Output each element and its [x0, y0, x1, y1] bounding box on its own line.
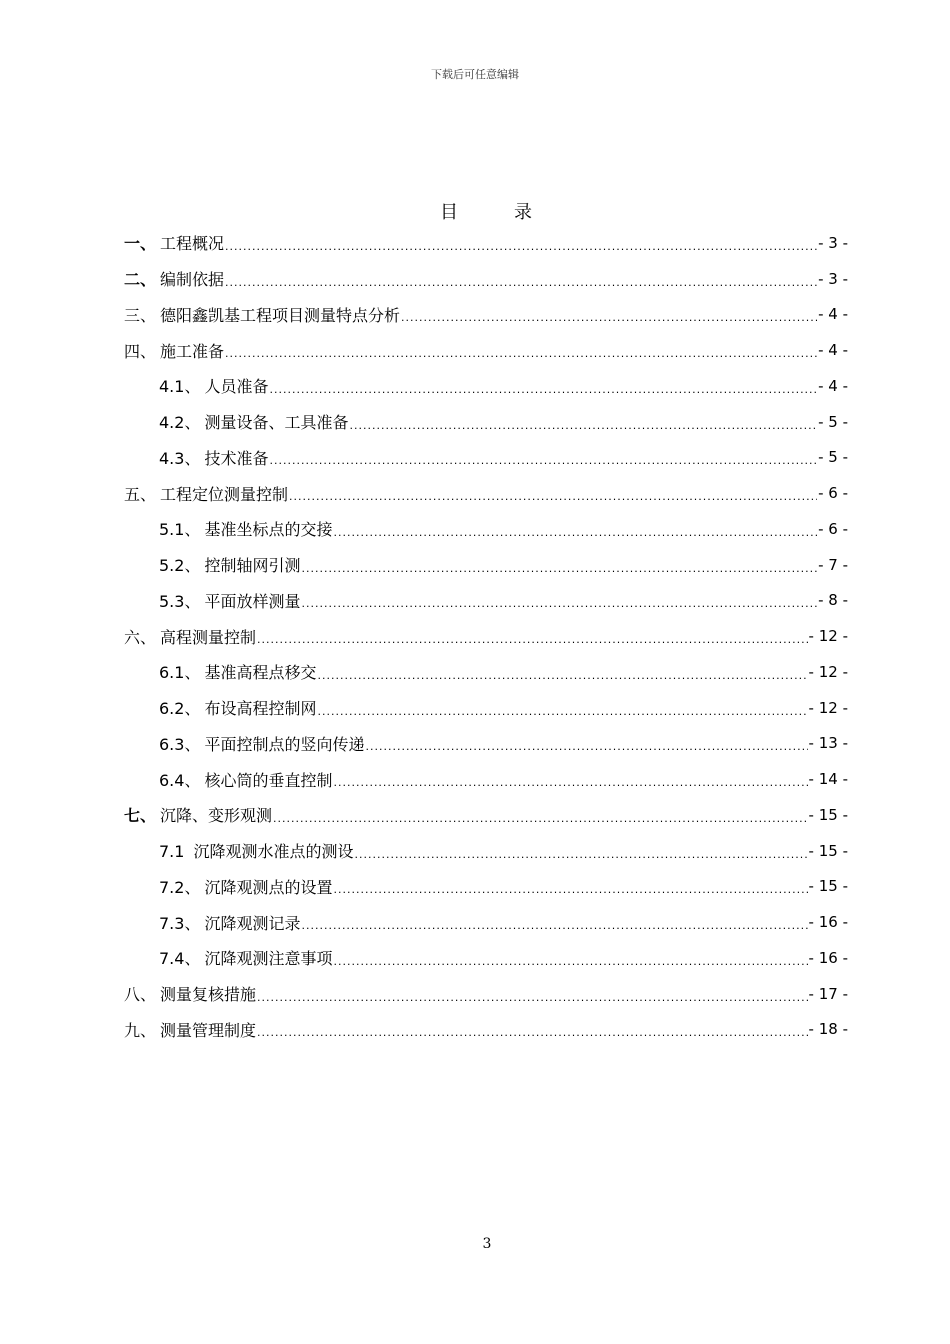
toc-entry-label — [159, 446, 268, 469]
toc-entry[interactable] — [124, 368, 848, 404]
toc-entry-page: - 12 - — [808, 662, 848, 681]
toc-entry-text: 平面放样测量 — [204, 591, 301, 611]
toc-entry-text: 沉降观测注意事项 — [204, 949, 333, 969]
toc-entry-number: 6.3、 — [159, 734, 201, 754]
toc-entry-page: - 7 - — [818, 555, 848, 574]
toc-entry-text: 基准坐标点的交接 — [204, 520, 333, 540]
toc-entry-page: - 14 - — [808, 770, 848, 789]
toc-entry[interactable] — [124, 511, 848, 547]
toc-entry-page: - 15 - — [808, 805, 848, 824]
toc-entry-number: 九、 — [124, 1020, 157, 1040]
toc-entry-label — [159, 410, 348, 433]
toc-entry-text: 测量设备、工具准备 — [204, 413, 349, 433]
toc-entry-label — [124, 339, 224, 362]
toc-entry-text: 工程定位测量控制 — [160, 484, 289, 504]
toc-dot-leader — [317, 669, 807, 683]
toc-entry-number: 5.2、 — [159, 556, 201, 576]
toc-dot-leader — [301, 919, 807, 933]
toc-entry-number: 八、 — [124, 985, 157, 1005]
toc-entry-label — [124, 231, 224, 254]
toc-entry[interactable] — [124, 833, 848, 869]
toc-entry[interactable] — [124, 726, 848, 762]
toc-dot-leader — [273, 812, 808, 826]
toc-entry-text: 高程测量控制 — [160, 627, 257, 647]
toc-dot-leader — [333, 776, 807, 790]
toc-entry-page: - 18 - — [808, 1020, 848, 1039]
toc-entry[interactable] — [124, 690, 848, 726]
toc-entry-number: 6.1、 — [159, 663, 201, 683]
toc-entry-text: 工程概况 — [160, 234, 225, 254]
toc-entry-label — [159, 875, 332, 898]
toc-entry-text: 测量复核措施 — [160, 985, 257, 1005]
toc-dot-leader — [401, 311, 817, 325]
toc-dot-leader — [269, 383, 817, 397]
toc-dot-leader — [301, 562, 817, 576]
toc-entry-label — [124, 267, 224, 290]
toc-entry-text: 核心筒的垂直控制 — [204, 770, 333, 790]
toc-entry-text: 编制依据 — [160, 270, 225, 290]
toc-entry-label — [159, 660, 316, 683]
toc-dot-leader — [225, 240, 817, 254]
toc-entry-number: 5.1、 — [159, 520, 201, 540]
toc-entry-page: - 12 - — [808, 698, 848, 717]
toc-entry-page: - 6 - — [818, 484, 848, 503]
toc-entry-text: 控制轴网引测 — [204, 556, 301, 576]
toc-entry-label — [159, 839, 354, 862]
toc-entry[interactable] — [124, 583, 848, 619]
toc-entry-text: 技术准备 — [204, 448, 269, 468]
toc-entry-number: 7.4、 — [159, 949, 201, 969]
toc-entry[interactable] — [124, 440, 848, 476]
toc-entry-text: 施工准备 — [160, 341, 225, 361]
toc-entry-page: - 4 - — [818, 376, 848, 395]
toc-entry-page: - 12 - — [808, 627, 848, 646]
toc-entry-page: - 15 - — [808, 841, 848, 860]
table-of-contents — [124, 225, 848, 1047]
toc-entry-number: 六、 — [124, 627, 157, 647]
toc-dot-leader — [289, 490, 817, 504]
toc-entry[interactable] — [124, 940, 848, 976]
toc-entry[interactable] — [124, 761, 848, 797]
toc-entry-page: - 4 - — [818, 341, 848, 360]
toc-entry-page: - 13 - — [808, 734, 848, 753]
toc-entry-text: 基准高程点移交 — [204, 663, 317, 683]
toc-entry-number: 二、 — [124, 270, 157, 290]
toc-title-left: 目 — [440, 202, 460, 223]
toc-entry-number: 6.4、 — [159, 770, 201, 790]
toc-entry-number: 七、 — [124, 806, 157, 826]
toc-entry-text: 测量管理制度 — [160, 1020, 257, 1040]
page-header-note: 下载后可任意编辑 — [431, 68, 519, 81]
toc-entry-number: 7.3、 — [159, 913, 201, 933]
toc-entry-label — [124, 482, 288, 505]
toc-entry-label — [124, 303, 400, 326]
toc-entry-label — [124, 1018, 256, 1041]
toc-entry-text: 人员准备 — [204, 377, 269, 397]
toc-entry-page: - 8 - — [818, 591, 848, 610]
toc-entry-text: 布设高程控制网 — [204, 699, 317, 719]
toc-entry-number: 四、 — [124, 341, 157, 361]
toc-entry-number: 三、 — [124, 305, 157, 325]
toc-entry[interactable] — [124, 976, 848, 1012]
toc-dot-leader — [225, 276, 817, 290]
toc-dot-leader — [317, 705, 807, 719]
toc-dot-leader — [333, 883, 807, 897]
toc-entry-number: 4.1、 — [159, 377, 201, 397]
toc-dot-leader — [365, 740, 807, 754]
toc-entry-number: 6.2、 — [159, 699, 201, 719]
toc-entry[interactable] — [124, 547, 848, 583]
toc-entry[interactable] — [124, 332, 848, 368]
toc-dot-leader — [333, 526, 817, 540]
toc-entry-text: 沉降观测点的设置 — [204, 877, 333, 897]
toc-entry[interactable] — [124, 475, 848, 511]
toc-entry-label — [159, 374, 268, 397]
toc-entry-page: - 15 - — [808, 877, 848, 896]
toc-entry[interactable] — [124, 654, 848, 690]
toc-entry[interactable] — [124, 904, 848, 940]
toc-title — [0, 198, 950, 224]
toc-entry-label — [159, 911, 300, 934]
toc-entry[interactable] — [124, 618, 848, 654]
toc-entry-text: 沉降观测记录 — [204, 913, 301, 933]
toc-entry[interactable] — [124, 297, 848, 333]
toc-entry-text: 沉降观测水准点的测设 — [193, 842, 354, 862]
toc-entry-label — [159, 553, 300, 576]
page-number: 3 — [482, 1236, 492, 1252]
toc-entry-page: - 16 - — [808, 913, 848, 932]
toc-entry[interactable] — [124, 225, 848, 261]
toc-title-right: 录 — [514, 202, 534, 223]
toc-dot-leader — [257, 991, 808, 1005]
toc-entry-number: 一、 — [124, 234, 157, 254]
toc-entry-number: 4.2、 — [159, 413, 201, 433]
toc-entry-text: 沉降、变形观测 — [160, 806, 273, 826]
toc-entry[interactable] — [124, 869, 848, 905]
toc-entry-text: 德阳鑫凯基工程项目测量特点分析 — [160, 305, 401, 325]
toc-entry-page: - 3 - — [818, 269, 848, 288]
toc-entry-number: 7.2、 — [159, 877, 201, 897]
toc-entry-label — [159, 696, 316, 719]
toc-entry-label — [159, 589, 300, 612]
toc-entry-label — [159, 732, 364, 755]
toc-entry-page: - 5 - — [818, 448, 848, 467]
toc-entry-number: 7.1 — [159, 842, 190, 862]
toc-entry-page: - 17 - — [808, 984, 848, 1003]
toc-dot-leader — [269, 454, 817, 468]
toc-entry-page: - 16 - — [808, 948, 848, 967]
toc-entry-text: 平面控制点的竖向传递 — [204, 734, 365, 754]
toc-entry-page: - 3 - — [818, 233, 848, 252]
toc-entry-label — [159, 946, 332, 969]
toc-entry-number: 4.3、 — [159, 448, 201, 468]
toc-entry-page: - 5 - — [818, 412, 848, 431]
toc-entry-number: 五、 — [124, 484, 157, 504]
toc-entry[interactable] — [124, 797, 848, 833]
toc-entry[interactable] — [124, 1012, 848, 1048]
toc-entry-label — [159, 517, 332, 540]
toc-entry[interactable] — [124, 404, 848, 440]
toc-entry-page: - 4 - — [818, 305, 848, 324]
toc-entry-label — [159, 768, 332, 791]
toc-dot-leader — [257, 633, 808, 647]
toc-entry-label — [124, 625, 256, 648]
toc-entry-page: - 6 - — [818, 519, 848, 538]
toc-dot-leader — [333, 955, 807, 969]
toc-dot-leader — [349, 419, 817, 433]
toc-dot-leader — [301, 597, 817, 611]
toc-entry[interactable] — [124, 261, 848, 297]
toc-dot-leader — [225, 347, 817, 361]
toc-entry-number: 5.3、 — [159, 591, 201, 611]
toc-entry-label — [124, 982, 256, 1005]
toc-entry-label — [124, 803, 272, 826]
toc-dot-leader — [355, 848, 808, 862]
toc-dot-leader — [257, 1026, 808, 1040]
